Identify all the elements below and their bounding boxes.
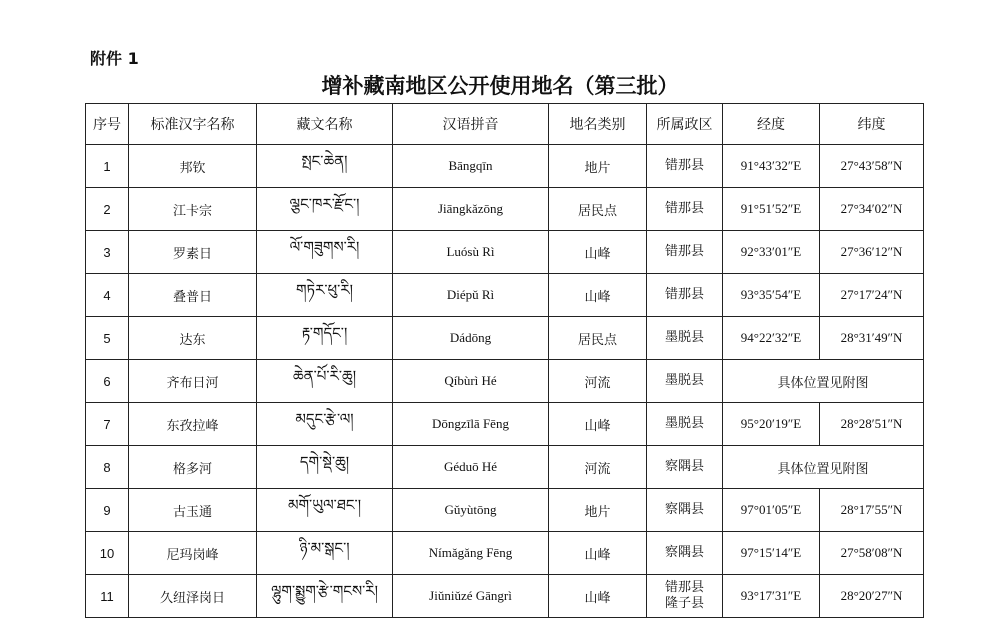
attachment-label: 附件 1 [90,49,139,68]
cell-pinyin: Dádōng [393,317,549,360]
table-row [86,446,924,489]
cell-tibetan-name: སྤང་ཆེན། [257,145,393,188]
header-pinyin: 汉语拼音 [393,104,549,145]
cell-tibetan-name: ལྷུག་སྨྱུག་རྩེ་གངས་རི། [257,575,393,618]
header-county: 所属政区 [647,104,723,145]
cell-longitude: 93°17′31″E [723,575,820,618]
cell-serial: 11 [86,575,129,618]
cell-chinese-name: 格多河 [129,446,257,489]
cell-serial: 2 [86,188,129,231]
cell-tibetan-name: རྟ་གདོང་། [257,317,393,360]
document-title: 增补藏南地区公开使用地名（第三批） [321,73,679,98]
cell-county [647,231,723,274]
cell-longitude: 95°20′19″E [723,403,820,446]
cell-tibetan-name: ལོ་གཟུགས་རི། [257,231,393,274]
cell-tibetan-name: མགོ་ཡུལ་ཐང་། [257,489,393,532]
county-name: 错那县 [664,244,704,259]
cell-chinese-name: 叠普日 [129,274,257,317]
cell-county [647,188,723,231]
header-category: 地名类别 [549,104,647,145]
cell-category: 山峰 [549,231,647,274]
county-name: 错那县 [664,201,704,216]
cell-longitude: 91°51′52″E [723,188,820,231]
cell-chinese-name: 久纽泽岗日 [129,575,257,618]
cell-pinyin: Qíbùrì Hé [393,360,549,403]
cell-category: 地片 [549,489,647,532]
cell-county [647,403,723,446]
county-name: 墨脱县 [664,373,704,388]
cell-pinyin: Nímǎgǎng Fēng [393,532,549,575]
table-row [86,360,924,403]
cell-longitude: 93°35′54″E [723,274,820,317]
cell-category: 河流 [549,446,647,489]
table-row [86,575,924,618]
table-row [86,317,924,360]
cell-tibetan-name: ལྕང་ཁར་རྫོང་། [257,188,393,231]
cell-latitude: 28°17′55″N [820,489,924,532]
cell-chinese-name: 罗素日 [129,231,257,274]
table-row [86,489,924,532]
county-name: 隆子县 [664,596,704,611]
cell-location-note: 具体位置见附图 [723,446,924,489]
place-names-table [85,103,924,618]
cell-pinyin: Géduō Hé [393,446,549,489]
cell-tibetan-name: ཆེན་པོ་རི་ཆུ། [257,360,393,403]
cell-chinese-name: 东孜拉峰 [129,403,257,446]
cell-tibetan-name: མདུང་རྩེ་ལ། [257,403,393,446]
cell-county [647,489,723,532]
table-row [86,145,924,188]
cell-latitude: 27°17′24″N [820,274,924,317]
cell-tibetan-name: དགེ་སྡེ་ཆུ། [257,446,393,489]
cell-serial: 1 [86,145,129,188]
cell-category: 山峰 [549,274,647,317]
cell-tibetan-name: གཏེར་ཕུ་རི། [257,274,393,317]
county-name: 错那县 [664,287,704,302]
cell-category: 山峰 [549,575,647,618]
cell-serial: 8 [86,446,129,489]
county-name: 墨脱县 [664,416,704,431]
cell-serial: 7 [86,403,129,446]
cell-chinese-name: 达东 [129,317,257,360]
cell-chinese-name: 尼玛岗峰 [129,532,257,575]
cell-county [647,446,723,489]
cell-location-note: 具体位置见附图 [723,360,924,403]
cell-pinyin: Bāngqīn [393,145,549,188]
cell-county [647,317,723,360]
table-row [86,403,924,446]
cell-latitude: 27°36′12″N [820,231,924,274]
county-name: 墨脱县 [664,330,704,345]
cell-latitude: 27°58′08″N [820,532,924,575]
header-chinese-name: 标准汉字名称 [129,104,257,145]
cell-serial: 9 [86,489,129,532]
cell-longitude: 92°33′01″E [723,231,820,274]
header-latitude: 纬度 [820,104,924,145]
cell-latitude: 28°31′49″N [820,317,924,360]
cell-pinyin: Dōngzīlā Fēng [393,403,549,446]
cell-pinyin: Diépǔ Rì [393,274,549,317]
cell-county [647,360,723,403]
cell-pinyin: Gǔyùtōng [393,489,549,532]
header-tibetan-name: 藏文名称 [257,104,393,145]
table-row [86,532,924,575]
cell-longitude: 97°15′14″E [723,532,820,575]
cell-serial: 10 [86,532,129,575]
cell-serial: 5 [86,317,129,360]
cell-longitude: 91°43′32″E [723,145,820,188]
cell-serial: 3 [86,231,129,274]
cell-longitude: 97°01′05″E [723,489,820,532]
cell-category: 地片 [549,145,647,188]
cell-category: 山峰 [549,403,647,446]
cell-serial: 6 [86,360,129,403]
cell-tibetan-name: ཉི་མ་སྒང་། [257,532,393,575]
cell-chinese-name: 邦钦 [129,145,257,188]
cell-category: 居民点 [549,317,647,360]
cell-pinyin: Luósù Rì [393,231,549,274]
cell-latitude: 27°43′58″N [820,145,924,188]
cell-latitude: 27°34′02″N [820,188,924,231]
cell-longitude: 94°22′32″E [723,317,820,360]
county-name: 错那县 [664,158,704,173]
cell-chinese-name: 江卡宗 [129,188,257,231]
cell-county [647,145,723,188]
header-longitude: 经度 [723,104,820,145]
table-row [86,274,924,317]
cell-latitude: 28°20′27″N [820,575,924,618]
header-serial: 序号 [86,104,129,145]
cell-pinyin: Jiǔniǔzé Gāngrì [393,575,549,618]
cell-county [647,575,723,618]
county-name: 察隅县 [664,545,704,560]
cell-county [647,532,723,575]
county-name: 察隅县 [664,502,704,517]
cell-serial: 4 [86,274,129,317]
table-row [86,188,924,231]
cell-latitude: 28°28′51″N [820,403,924,446]
cell-chinese-name: 齐布日河 [129,360,257,403]
county-name: 错那县 [664,580,704,595]
cell-pinyin: Jiāngkǎzōng [393,188,549,231]
cell-county [647,274,723,317]
county-name: 察隅县 [664,459,704,474]
table-row [86,231,924,274]
cell-category: 河流 [549,360,647,403]
table-header-row [86,104,924,145]
cell-chinese-name: 古玉通 [129,489,257,532]
cell-category: 居民点 [549,188,647,231]
cell-category: 山峰 [549,532,647,575]
